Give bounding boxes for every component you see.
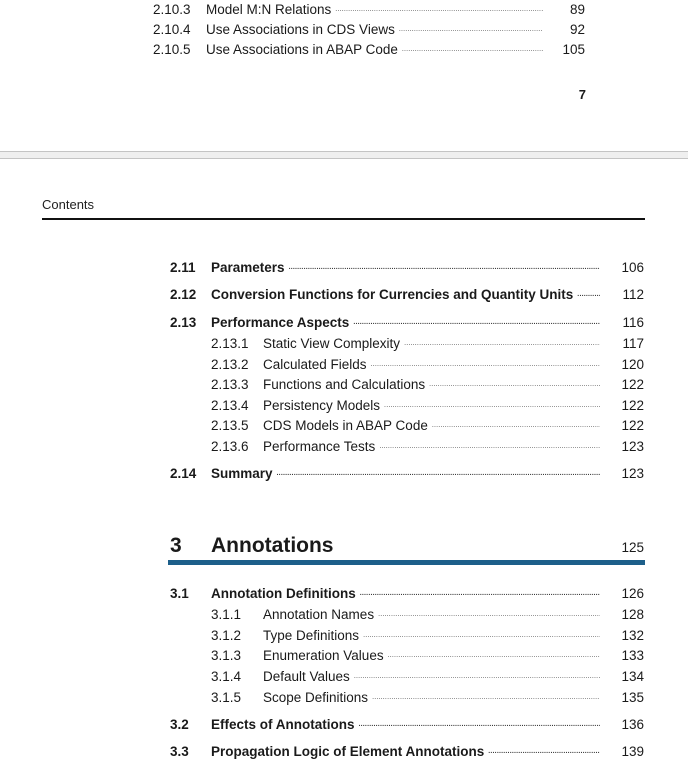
toc-subsection[interactable] (211, 605, 644, 625)
dot-leader (402, 41, 543, 55)
dot-leader (371, 356, 600, 370)
entry-number: 3.1 (170, 585, 189, 601)
toc-section[interactable] (170, 258, 644, 278)
entry-page: 92 (569, 21, 585, 37)
toc-subsection[interactable] (211, 396, 644, 416)
entry-number: 2.13.2 (211, 356, 249, 372)
dot-leader (429, 376, 600, 390)
entry-number: 3.1.3 (211, 647, 242, 663)
entry-title: Conversion Functions for Currencies and Quantity Units (211, 286, 574, 302)
entry-title: Propagation Logic of Element Annotations (211, 743, 485, 759)
dot-leader (488, 743, 600, 757)
entry-number: 2.13 (170, 314, 197, 330)
entry-number: 3.1.5 (211, 689, 242, 705)
dot-leader (277, 465, 600, 479)
entry-page: 105 (562, 41, 585, 57)
entry-page: 112 (622, 286, 644, 302)
entry-page: 134 (621, 668, 644, 684)
page-number: 7 (578, 87, 586, 102)
entry-page: 123 (621, 465, 644, 481)
toc-subsection[interactable] (211, 375, 644, 395)
entry-title: Use Associations in ABAP Code (206, 41, 398, 57)
dot-leader (289, 259, 600, 273)
toc-chapter[interactable] (170, 534, 644, 558)
toc-subsection[interactable] (211, 355, 644, 375)
dot-leader (359, 716, 601, 730)
entry-title: Use Associations in CDS Views (206, 21, 395, 37)
entry-number: 2.13.1 (211, 335, 249, 351)
dot-leader (354, 668, 600, 682)
entry-title: Functions and Calculations (263, 376, 426, 392)
entry-title: Annotation Names (263, 606, 375, 622)
entry-number: 2.12 (170, 286, 197, 302)
entry-number: 2.10.5 (153, 41, 191, 57)
dot-leader (432, 417, 600, 431)
entry-number: 3.2 (170, 716, 189, 732)
entry-title: Performance Tests (263, 438, 376, 454)
chapter-rule (168, 560, 645, 565)
dot-leader (353, 314, 600, 328)
toc-section[interactable] (170, 584, 644, 604)
entry-number: 3.1.1 (211, 606, 242, 622)
running-head-rule (42, 218, 645, 220)
entry-number: 2.13.3 (211, 376, 249, 392)
entry-page: 123 (621, 438, 644, 454)
toc-subsection[interactable] (211, 416, 644, 436)
entry-title: CDS Models in ABAP Code (263, 417, 428, 433)
entry-number: 3.3 (170, 743, 189, 759)
toc-section[interactable] (170, 285, 644, 305)
chapter-title: Annotations (211, 534, 334, 557)
entry-page: 122 (621, 397, 644, 413)
entry-number: 3.1.4 (211, 668, 242, 684)
toc-subsection[interactable] (211, 334, 644, 354)
entry-page: 136 (621, 716, 644, 732)
entry-number: 2.10.3 (153, 1, 191, 17)
entry-title: Static View Complexity (263, 335, 401, 351)
entry-page: 128 (621, 606, 644, 622)
entry-page: 89 (569, 1, 585, 17)
running-head: Contents (42, 197, 95, 212)
entry-title: Performance Aspects (211, 314, 350, 330)
dot-leader (399, 21, 543, 35)
entry-page: 117 (622, 335, 644, 351)
toc-section[interactable] (170, 464, 644, 484)
entry-title: Calculated Fields (263, 356, 367, 372)
toc-section[interactable] (170, 715, 644, 735)
entry-page: 106 (621, 259, 644, 275)
entry-number: 3.1.2 (211, 627, 242, 643)
toc-subsection[interactable] (211, 626, 644, 646)
dot-leader (404, 335, 600, 349)
toc-entry[interactable] (153, 20, 585, 40)
entry-number: 2.13.6 (211, 438, 249, 454)
toc-section[interactable] (170, 742, 644, 762)
dot-leader (363, 627, 600, 641)
entry-number: 2.13.4 (211, 397, 249, 413)
dot-leader (388, 647, 600, 661)
chapter-number: 3 (170, 534, 182, 557)
toc-subsection[interactable] (211, 646, 644, 666)
entry-title: Enumeration Values (263, 647, 384, 663)
previous-page (0, 0, 688, 151)
entry-page: 126 (621, 585, 644, 601)
entry-number: 2.11 (170, 259, 196, 275)
entry-title: Parameters (211, 259, 285, 275)
chapter-page: 125 (621, 540, 644, 555)
dot-leader (372, 689, 600, 703)
entry-title: Scope Definitions (263, 689, 369, 705)
toc-entry[interactable] (153, 40, 585, 60)
entry-title: Persistency Models (263, 397, 381, 413)
dot-leader (384, 397, 600, 411)
dot-leader (379, 438, 600, 452)
entry-title: Default Values (263, 668, 350, 684)
entry-number: 2.13.5 (211, 417, 249, 433)
dot-leader (360, 585, 600, 599)
entry-page: 122 (621, 376, 644, 392)
entry-title: Summary (211, 465, 273, 481)
entry-title: Type Definitions (263, 627, 360, 643)
toc-subsection[interactable] (211, 688, 644, 708)
toc-entry[interactable] (153, 0, 585, 20)
entry-page: 120 (621, 356, 644, 372)
entry-page: 139 (621, 743, 644, 759)
dot-leader (577, 286, 600, 300)
dot-leader (378, 606, 600, 620)
entry-page: 133 (621, 647, 644, 663)
entry-page: 116 (622, 314, 644, 330)
entry-title: Annotation Definitions (211, 585, 356, 601)
dot-leader (335, 1, 543, 15)
entry-page: 132 (621, 627, 644, 643)
entry-number: 2.10.4 (153, 21, 191, 37)
entry-title: Effects of Annotations (211, 716, 355, 732)
entry-page: 135 (621, 689, 644, 705)
entry-title: Model M:N Relations (206, 1, 332, 17)
toc-section[interactable] (170, 313, 644, 333)
entry-number: 2.14 (170, 465, 197, 481)
toc-subsection[interactable] (211, 437, 644, 457)
entry-page: 122 (621, 417, 644, 433)
toc-subsection[interactable] (211, 667, 644, 687)
current-page (0, 159, 688, 764)
page-separator (0, 151, 688, 159)
